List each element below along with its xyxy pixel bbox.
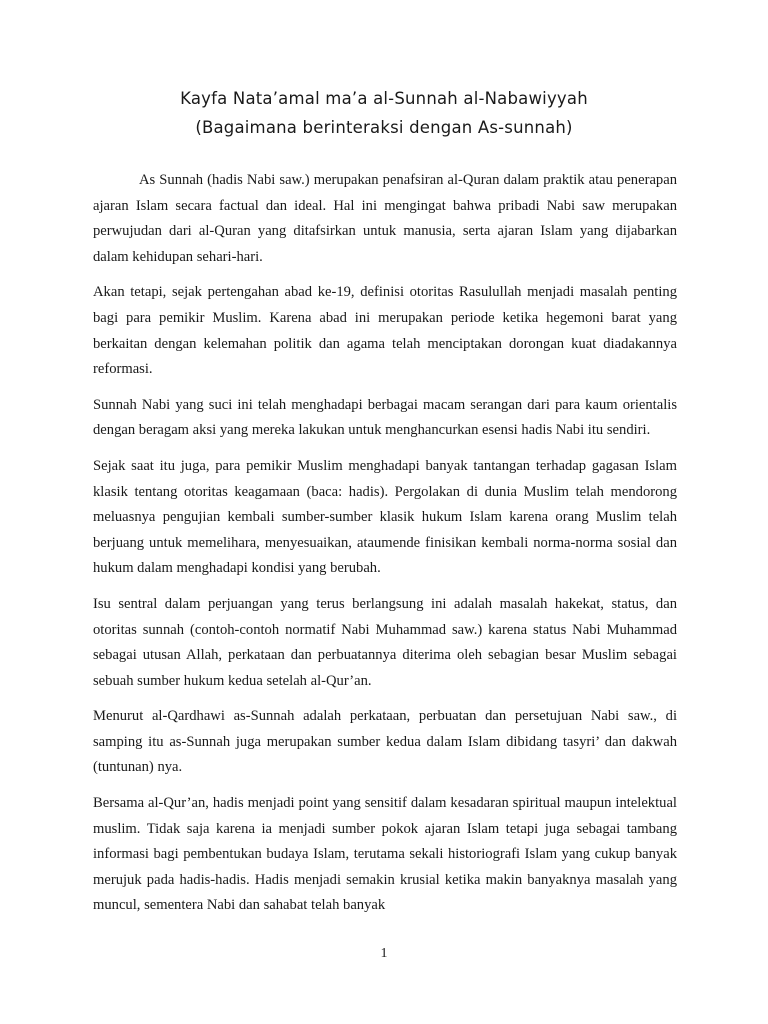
document-body (93, 168, 677, 929)
paragraph-7: Bersama al-Qur’an, hadis menjadi point yang sensitif dalam kesadaran spiritual maupun intelektual muslim. Tidak saja karena ia menjadi sumber pokok ajaran Islam tetapi juga sebagai tambang informasi bagi pembentukan budaya Islam, terutama sekali historiografi Islam yang cukup banyak merujuk pada hadis-hadis. Hadis menjadi semakin krusial ketika makin banyaknya masalah yang muncul, sementera Nabi dan sahabat telah banyak (93, 795, 677, 914)
paragraph-3: Sunnah Nabi yang suci ini telah menghadapi berbagai macam serangan dari para kaum orientalis dengan beragam aksi yang mereka lakukan untuk menghancurkan esensi hadis Nabi itu sendiri. (93, 396, 677, 439)
paragraph-2: Akan tetapi, sejak pertengahan abad ke-19, definisi otoritas Rasulullah menjadi masalah penting bagi para pemikir Muslim. Karena abad ini merupakan periode ketika hegemoni barat yang berkaitan dengan kelemahan politik dan agama telah menciptakan dorongan kuat diadakannya reformasi. (93, 284, 677, 378)
page-number: 1 (380, 946, 388, 961)
title-line-1: Kayfa Nata’amal ma’a al-Sunnah al-Nabawiyyah (180, 89, 588, 108)
title-line-2: (Bagaimana berinteraksi dengan As-sunnah) (195, 118, 573, 137)
paragraph-5: Isu sentral dalam perjuangan yang terus berlangsung ini adalah masalah hakekat, status, dan otoritas sunnah (contoh-contoh normatif Nabi Muhammad saw.) karena status Nabi Muhammad sebagai utusan Allah, perkataan dan perbuatannya diterima oleh sebagian besar Muslim sebagai sebuah sumber hukum kedua setelah al-Qur’an. (93, 595, 677, 689)
paragraph-6: Menurut al-Qardhawi as-Sunnah adalah perkataan, perbuatan dan persetujuan Nabi saw., di samping itu as-Sunnah juga merupakan sumber kedua dalam Islam dibidang tasyri’ dan dakwah (tuntunan) nya. (93, 708, 677, 776)
document-title (0, 84, 768, 142)
paragraph-4: Sejak saat itu juga, para pemikir Muslim menghadapi banyak tantangan terhadap gagasan Islam klasik tentang otoritas keagamaan (baca: hadis). Pergolakan di dunia Muslim telah mendorong meluasnya pengujian kembali sumber-sumber klasik hukum Islam karena orang Muslim telah berjuang untuk memelihara, menyesuaikan, ataumende finisikan kembali norma-norma sosial dan hukum dalam menghadapi kondisi yang berubah. (93, 457, 677, 577)
paragraph-1: As Sunnah (hadis Nabi saw.) merupakan penafsiran al-Quran dalam praktik atau penerapan ajaran Islam secara factual dan ideal. Hal ini mengingat bahwa pribadi Nabi saw merupakan perwujudan dari al-Quran yang ditafsirkan untuk manusia, serta ajaran Islam yang dijabarkan dalam kehidupan sehari-hari. (93, 172, 677, 265)
